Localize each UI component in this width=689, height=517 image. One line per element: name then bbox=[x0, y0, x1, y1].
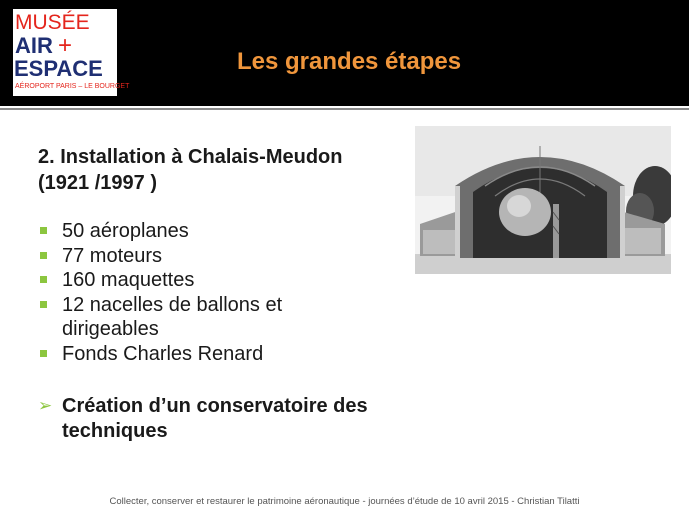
section-heading-line1: 2. Installation à Chalais-Meudon bbox=[38, 146, 343, 168]
slide-title: Les grandes étapes bbox=[237, 48, 462, 75]
museum-logo bbox=[13, 9, 130, 96]
bullet-square-icon bbox=[40, 301, 47, 308]
logo-plus-text: + bbox=[58, 32, 73, 59]
bullet-list bbox=[38, 219, 332, 366]
section-heading bbox=[38, 144, 343, 196]
conclusion-item bbox=[38, 394, 392, 443]
bullet-text: 77 moteurs bbox=[62, 244, 163, 267]
list-item bbox=[38, 268, 332, 293]
list-item bbox=[38, 219, 332, 244]
logo-musee-text: MUSÉE bbox=[15, 11, 90, 34]
arrow-bullet-icon: ➢ bbox=[38, 396, 53, 415]
conclusion-text: Création d’un conservatoire des techniques bbox=[62, 395, 368, 442]
list-item bbox=[38, 244, 332, 269]
list-item bbox=[38, 293, 332, 342]
bullet-square-icon bbox=[40, 276, 47, 283]
logo-air-text: AIR bbox=[15, 33, 53, 58]
bullet-square-icon bbox=[40, 227, 47, 234]
hangar-photo bbox=[415, 126, 671, 274]
section-heading-line2: (1921 /1997 ) bbox=[38, 172, 157, 194]
bullet-square-icon bbox=[40, 350, 47, 357]
list-item bbox=[38, 342, 332, 367]
slide-footer: Collecter, conserver et restaurer le patrimoine aéronautique - journées d’étude de 10 avril 2015 - Christian Tilatti bbox=[109, 496, 580, 507]
logo-espace-text: ESPACE bbox=[14, 56, 103, 81]
header-divider bbox=[0, 108, 689, 110]
bullet-text: 12 nacelles de ballons et dirigeables bbox=[62, 293, 283, 340]
bullet-text: 160 maquettes bbox=[62, 269, 195, 291]
bullet-text: Fonds Charles Renard bbox=[62, 342, 264, 365]
logo-subtitle: AÉROPORT PARIS – LE BOURGET bbox=[15, 83, 130, 90]
bullet-square-icon bbox=[40, 252, 47, 259]
bullet-text: 50 aéroplanes bbox=[62, 220, 189, 242]
